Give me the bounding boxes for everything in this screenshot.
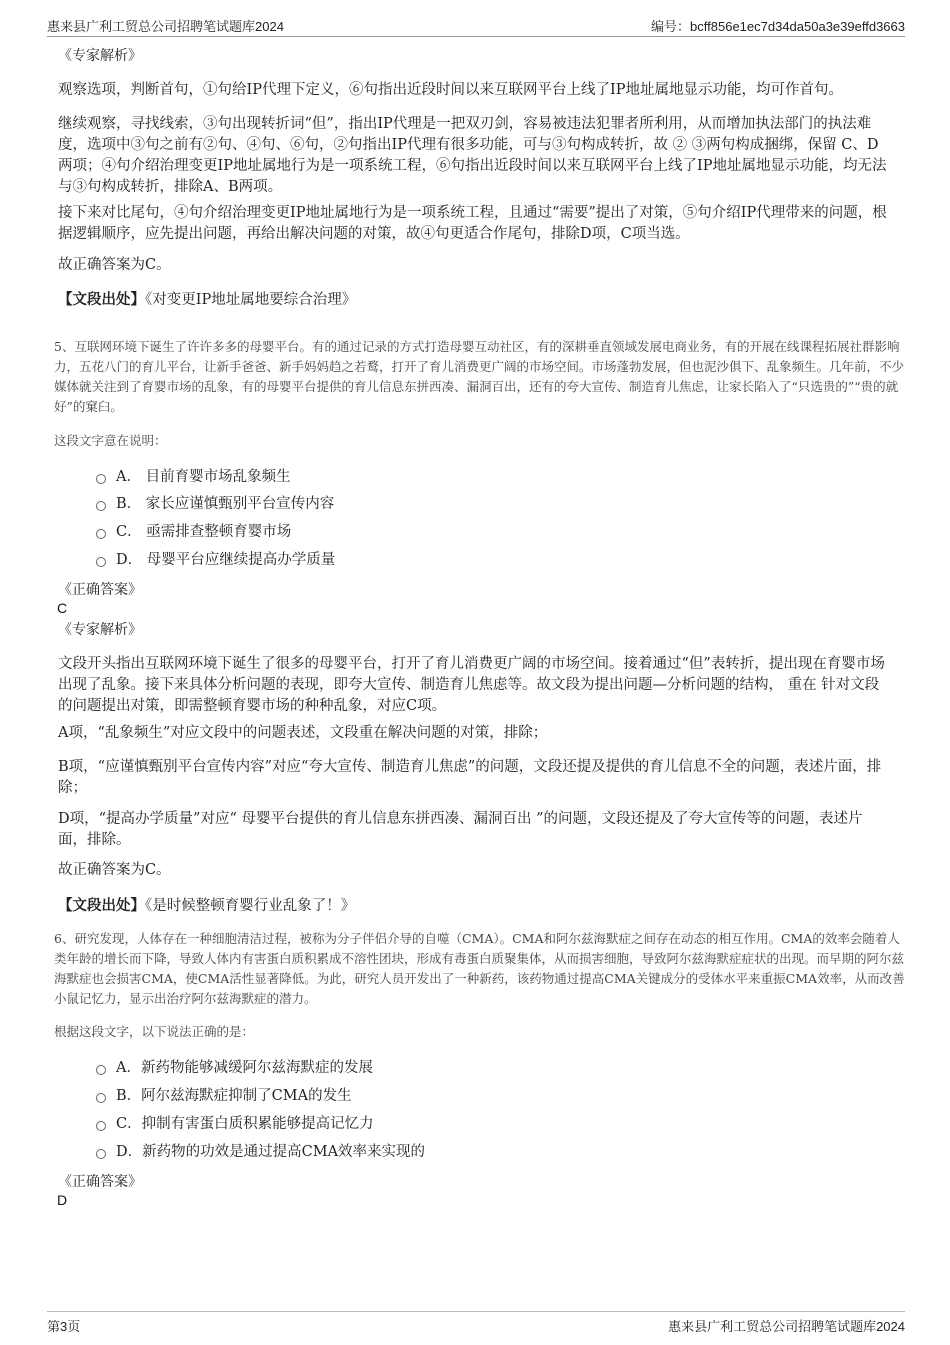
q6-question: 根据这段文字，以下说法正确的是： — [54, 1024, 255, 1039]
q5-option-b[interactable] — [96, 494, 334, 514]
q5-analysis-para-5: 故正确答案为C。 — [58, 862, 171, 878]
page-header — [47, 14, 905, 37]
radio-icon[interactable] — [96, 1121, 106, 1131]
radio-icon[interactable] — [96, 1093, 106, 1103]
q4-analysis-para-4: 故正确答案为C。 — [58, 257, 171, 273]
page-footer — [47, 1311, 905, 1336]
q6-answer: D — [57, 1192, 68, 1208]
radio-icon[interactable] — [96, 1149, 106, 1159]
radio-icon[interactable] — [96, 557, 106, 567]
option-label: A． 目前育婴市场乱象频生 — [116, 469, 291, 485]
q5-source — [58, 894, 355, 915]
radio-icon[interactable] — [96, 474, 106, 484]
option-label: B．阿尔兹海默症抑制了CMA的发生 — [116, 1088, 352, 1104]
q5-source-label: 【文段出处】 — [58, 897, 145, 914]
q4-analysis-label: 《专家解析》 — [58, 48, 142, 64]
q4-analysis-para-3: 接下来对比尾句，④句介绍治理变更IP地址属地行为是一项系统工程，且通过“需要”提出了对策，⑤句介绍IP代理带来的问题，根据逻辑顺序，应先提出问题，再给出解决问题的对策，故④句更适合作尾句，排除D项，C项当选。 — [58, 205, 887, 242]
q5-analysis-label: 《专家解析》 — [58, 622, 142, 638]
q4-analysis-para-1: 观察选项，判断首句，①句给IP代理下定义，⑥句指出近段时间以来互联网平台上线了IP地址属地显示功能，均可作首句。 — [58, 82, 843, 98]
q4-analysis-para-2: 继续观察，寻找线索，③句出现转折词“但”，指出IP代理是一把双刃剑，容易被违法犯罪者所利用，从而增加执法部门的执法难度，选项中③句之前有②句、④句、⑥句，②句指出IP代理有很多功能，可与③句构成转折，故 ② ③两句构成捆绑，保留 C、D两项；④句介绍治理变更IP地址属地行为是一项系统工程，⑥句指出近段时间以来互联网平台上线了IP地址属地显示功能，均无法与③句构成转折，排除A、B两项。 — [58, 116, 887, 195]
q6-answer-label: 《正确答案》 — [58, 1174, 142, 1190]
q5-option-c[interactable] — [96, 522, 291, 542]
footer-page-number: 第3页 — [47, 1319, 81, 1334]
q5-question: 这段文字意在说明： — [54, 433, 167, 448]
header-title: 惠来县广利工贸总公司招聘笔试题库2024 — [47, 19, 284, 34]
option-label: C． 亟需排查整顿育婴市场 — [116, 524, 292, 540]
option-label: C．抑制有害蛋白质积累能够提高记忆力 — [116, 1116, 374, 1132]
radio-icon[interactable] — [96, 1065, 106, 1075]
option-label: D． 母婴平台应继续提高办学质量 — [116, 552, 336, 568]
q5-option-d[interactable] — [96, 550, 335, 570]
q5-stem: 5、互联网环境下诞生了许许多多的母婴平台。有的通过记录的方式打造母婴互动社区，有的深耕垂直领域发展电商业务，有的开展在线课程拓展社群影响力，五花八门的育儿平台，让新手爸爸、新手妈妈趋之若鹜，打开了育儿消费更广阔的市场空间。市场蓬勃发展，但也泥沙俱下、乱象频生。几年前，不少媒体就关注到了育婴市场的乱象，有的母婴平台提供的育儿信息东拼西凑、漏洞百出，还有的夸大宣传、制造育儿焦虑，让家长陷入了“只选贵的”“贵的就好”的窠臼。 — [54, 339, 905, 414]
footer-title: 惠来县广利工贸总公司招聘笔试题库2024 — [668, 1319, 905, 1334]
q6-option-d[interactable] — [96, 1142, 425, 1162]
q4-source — [58, 288, 356, 309]
q5-analysis-para-4: D项，“提高办学质量”对应“ 母婴平台提供的育儿信息东拼西凑、漏洞百出 ”的问题，文段还提及了夸大宣传等的问题，表述片面，排除。 — [58, 811, 863, 848]
option-label: A．新药物能够减缓阿尔兹海默症的发展 — [116, 1060, 373, 1076]
q4-source-title: 《对变更IP地址属地要综合治理》 — [145, 292, 357, 308]
q5-answer: C — [57, 600, 68, 616]
q6-option-b[interactable] — [96, 1086, 352, 1106]
radio-icon[interactable] — [96, 529, 106, 539]
q5-analysis-para-2: A项，“乱象频生”对应文段中的问题表述，文段重在解决问题的对策，排除； — [58, 725, 548, 741]
q6-option-c[interactable] — [96, 1114, 374, 1134]
header-serial: 编号：bcff856e1ec7d34da50a3e39effd3663 — [651, 19, 905, 34]
q5-analysis-para-1: 文段开头指出互联网环境下诞生了很多的母婴平台，打开了育儿消费更广阔的市场空间。接着通过“但”表转折，提出现在育婴市场出现了乱象。接下来具体分析问题的表现，即夸大宣传、制造育儿焦虑等。故文段为提出问题—分析问题的结构， 重在 针对文段的问题提出对策，即需整顿育婴市场的种种乱象，对应C项。 — [58, 656, 885, 714]
q5-answer-label: 《正确答案》 — [58, 582, 142, 598]
q4-source-label: 【文段出处】 — [58, 291, 145, 308]
option-label: D．新药物的功效是通过提高CMA效率来实现的 — [116, 1144, 426, 1160]
q5-analysis-para-3: B项，“应谨慎甄别平台宣传内容”对应“夸大宣传、制造育儿焦虑”的问题，文段还提及提供的育儿信息不全的问题，表述片面，排除； — [58, 759, 882, 796]
radio-icon[interactable] — [96, 501, 106, 511]
q6-option-a[interactable] — [96, 1058, 373, 1078]
option-label: B． 家长应谨慎甄别平台宣传内容 — [116, 496, 335, 512]
q5-option-a[interactable] — [96, 467, 291, 487]
q5-source-title: 《是时候整顿育婴行业乱象了！》 — [145, 898, 356, 914]
q6-stem: 6、研究发现，人体存在一种细胞清洁过程，被称为分子伴侣介导的自噬（CMA）。CMA和阿尔兹海默症之间存在动态的相互作用。CMA的效率会随着人类年龄的增长而下降，导致人体内有害蛋白质积累成不溶性团块，形成有毒蛋白质聚集体，从而损害细胞，导致阿尔兹海默症症状的出现。而早期的阿尔兹海默症也会损害CMA，使CMA活性显著降低。为此，研究人员开发出了一种新药，该药物通过提高CMA关键成分的受体水平来重振CMA效率，从而改善小鼠记忆力，显示出治疗阿尔兹海默症的潜力。 — [54, 931, 905, 1006]
